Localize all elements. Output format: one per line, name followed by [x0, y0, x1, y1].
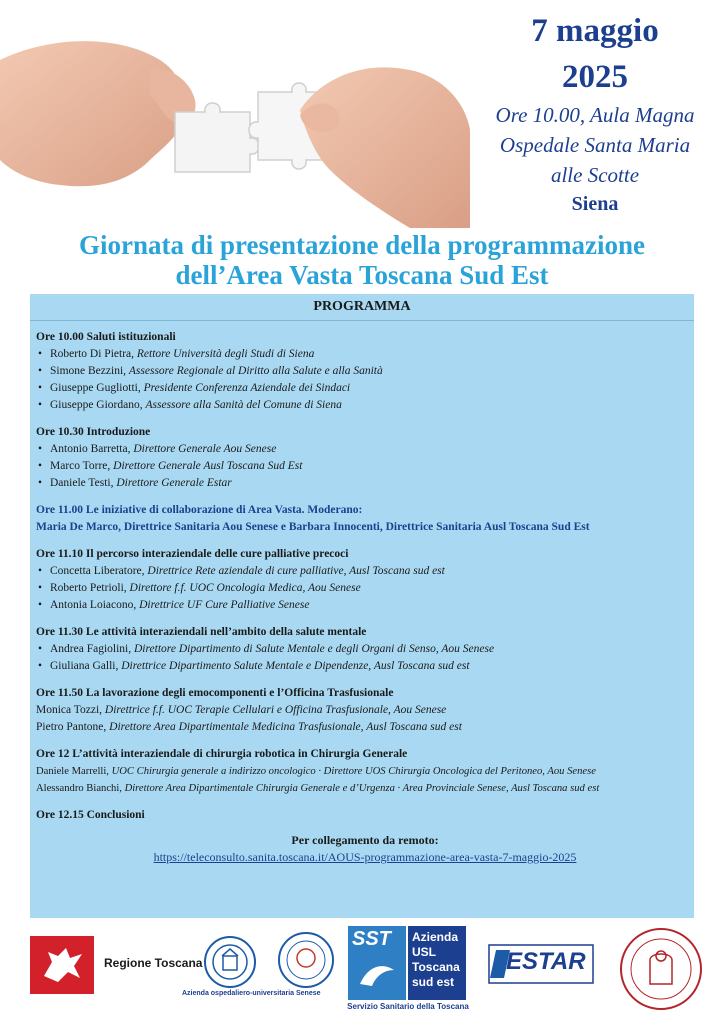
speaker-role: Direttrice f.f. UOC Terapie Cellulari e Officina Trasfusionale, Aou Senese [104, 704, 447, 716]
speaker-name: Giuseppe Giordano, [50, 399, 146, 411]
speaker-role: Direttore Area Dipartimentale Chirurgia Generale e d’Urgenza · Area Provinciale Senese, Ausl Toscana sud est [124, 783, 600, 794]
event-city: Siena [571, 193, 619, 215]
remote-link[interactable]: https://teleconsulto.sanita.toscana.it/AOUS-programmazione-area-vasta-7-maggio-2025 [153, 850, 577, 864]
regione-toscana-pegasus-logo [30, 936, 94, 994]
section-salute-mentale [36, 624, 694, 675]
event-date-place [470, 8, 720, 218]
speaker-list [36, 563, 694, 614]
speaker-name: Roberto Petrioli, [50, 582, 130, 594]
section-title: Ore 10.30 Introduzione [36, 426, 151, 438]
list-item [36, 641, 694, 658]
section-cure-palliative [36, 546, 694, 614]
list-item [36, 346, 694, 363]
universita-siena-seal-icon [620, 928, 702, 1010]
list-item [36, 441, 694, 458]
section-title: Ore 12 L’attività interaziendale di chirurgia robotica in Chirurgia Generale [36, 748, 408, 760]
section-introduzione [36, 424, 694, 492]
usl-toscana-sud-est-logo [348, 926, 466, 1000]
speaker-name: Monica Tozzi, [36, 704, 105, 716]
event-title-line1: Giornata di presentazione della programmazione [79, 230, 645, 260]
aou-senese-seal-icon [204, 936, 256, 988]
speaker-line [36, 763, 694, 780]
speaker-role: Direttore Dipartimento di Salute Mentale e degli Organi di Senso, Aou Senese [134, 643, 495, 655]
speaker-name: Marco Torre, [50, 460, 114, 472]
event-title-line2: dell’Area Vasta Toscana Sud Est [175, 260, 549, 290]
usl-name-line1: Azienda [412, 930, 459, 944]
section-area-vasta [36, 502, 694, 536]
regione-toscana-label: Regione Toscana [104, 956, 203, 970]
speaker-name: Simone Bezzini, [50, 365, 129, 377]
speaker-list [36, 346, 694, 414]
speaker-role: Presidente Conferenza Aziendale dei Sindaci [143, 382, 351, 394]
section-title: Ore 11.30 Le attività interaziendali nell’ambito della salute mentale [36, 626, 367, 638]
section-title: Ore 10.00 Saluti istituzionali [36, 331, 176, 343]
speaker-role: Direttore f.f. UOC Oncologia Medica, Aou Senese [129, 582, 361, 594]
section-chirurgia-robotica [36, 746, 694, 797]
speaker-name: Daniele Marrelli, [36, 766, 112, 777]
section-title: Ore 12.15 Conclusioni [36, 809, 145, 821]
list-item [36, 563, 694, 580]
speaker-name: Giuliana Galli, [50, 660, 122, 672]
speaker-list [36, 441, 694, 492]
usl-name-line3: Toscana [412, 960, 460, 974]
usl-name-line2: USL [412, 945, 436, 959]
sst-mark: SST [352, 928, 391, 950]
section-conclusioni [36, 807, 694, 824]
list-item [36, 458, 694, 475]
list-item [36, 380, 694, 397]
speaker-role: Assessore Regionale al Diritto alla Salute e alla Sanità [128, 365, 383, 377]
speaker-line [36, 702, 694, 719]
event-title [20, 230, 704, 290]
estar-label: ESTAR [506, 948, 586, 975]
section-title: Ore 11.10 Il percorso interaziendale delle cure palliative precoci [36, 548, 349, 560]
speaker-name: Antonio Barretta, [50, 443, 134, 455]
list-item [36, 475, 694, 492]
section-title: Ore 11.00 Le iniziative di collaborazione di Area Vasta. Moderano: [36, 504, 363, 516]
speaker-name: Alessandro Bianchi, [36, 783, 125, 794]
usl-name-line4: sud est [412, 975, 455, 989]
speaker-line [36, 719, 694, 736]
speaker-role: Assessore alla Sanità del Comune di Siena [145, 399, 342, 411]
usl-name [412, 930, 460, 990]
list-item [36, 658, 694, 675]
speaker-role: Direttore Generale Ausl Toscana Sud Est [113, 460, 303, 472]
remote-label: Per collegamento da remoto: [291, 833, 439, 847]
puzzle-piece-left [175, 103, 259, 172]
program-heading: PROGRAMMA [30, 294, 694, 321]
event-hospital-line1: Ospedale Santa Maria [499, 133, 691, 157]
program-panel [30, 294, 694, 918]
speaker-line [36, 780, 694, 797]
section-saluti [36, 329, 694, 414]
sst-caption: Servizio Sanitario della Toscana [347, 1002, 469, 1011]
speaker-role: Direttrice Rete aziendale di cure palliative, Ausl Toscana sud est [147, 565, 445, 577]
speaker-name: Concetta Liberatore, [50, 565, 148, 577]
section-title: Ore 11.50 La lavorazione degli emocomponenti e l’Officina Trasfusionale [36, 687, 394, 699]
remote-connection [36, 832, 694, 866]
hero-image [0, 0, 470, 228]
speaker-role: UOC Chirurgia generale a indirizzo oncologico · Direttore UOS Chirurgia Oncologica del Peritoneo, Aou Senese [111, 766, 596, 777]
event-date-year: 2025 [562, 59, 628, 95]
event-time-place: Ore 10.00, Aula Magna [495, 103, 695, 127]
speaker-name: Daniele Testi, [50, 477, 117, 489]
hands-puzzle-illustration [0, 0, 470, 228]
hospital-seal-icon [278, 932, 334, 988]
speaker-role: Direttrice UF Cure Palliative Senese [139, 599, 310, 611]
speaker-role: Direttore Generale Estar [116, 477, 232, 489]
speaker-name: Andrea Fagiolini, [50, 643, 134, 655]
event-date-day: 7 maggio [531, 13, 659, 49]
speaker-name: Pietro Pantone, [36, 721, 110, 733]
list-item [36, 580, 694, 597]
speaker-role: Rettore Università degli Studi di Siena [136, 348, 315, 360]
speaker-role: Direttrice Dipartimento Salute Mentale e Dipendenze, Ausl Toscana sud est [121, 660, 470, 672]
speaker-list [36, 641, 694, 675]
speaker-name: Giuseppe Gugliotti, [50, 382, 144, 394]
moderators: Maria De Marco, Direttrice Sanitaria Aou Senese e Barbara Innocenti, Direttrice Sanitaria Ausl Toscana Sud Est [36, 521, 590, 533]
list-item [36, 397, 694, 414]
speaker-role: Direttore Area Dipartimentale Medicina Trasfusionale, Ausl Toscana sud est [109, 721, 462, 733]
aou-senese-label: Azienda ospedaliero-universitaria Senese [182, 990, 321, 997]
logo-strip [0, 922, 724, 1024]
list-item [36, 363, 694, 380]
estar-logo [488, 944, 594, 984]
speaker-name: Antonia Loiacono, [50, 599, 140, 611]
speaker-name: Roberto Di Pietra, [50, 348, 137, 360]
speaker-role: Direttore Generale Aou Senese [133, 443, 277, 455]
list-item [36, 597, 694, 614]
section-emocomponenti [36, 685, 694, 736]
event-hospital-line2: alle Scotte [550, 163, 640, 187]
